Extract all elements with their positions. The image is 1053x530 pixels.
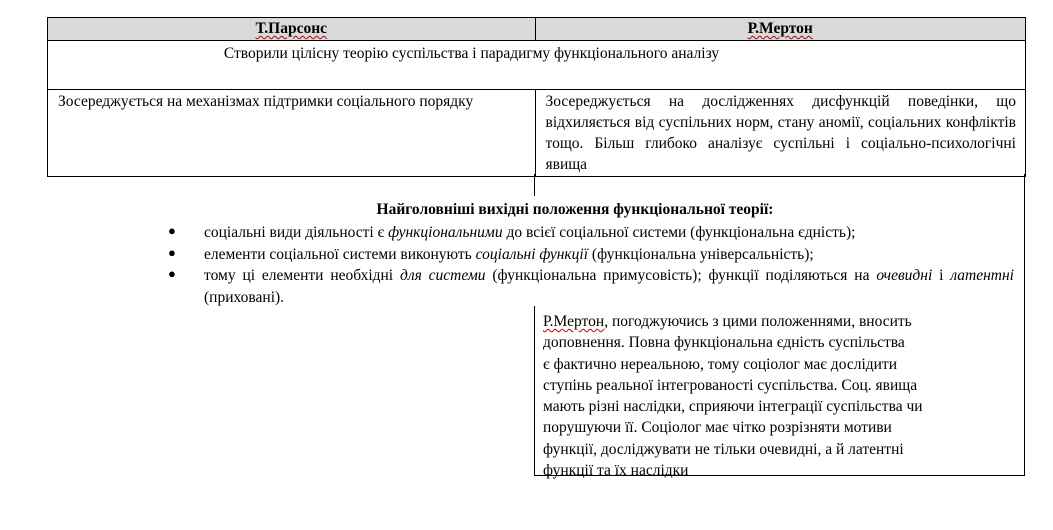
header-parsons (48, 18, 536, 41)
item-text: і (932, 267, 951, 285)
note-line: ступінь реальної інтегрованості суспільства. Соц. явища (543, 376, 918, 394)
note-author: Р.Мертон (543, 313, 605, 330)
item-emphasis: функціональними (388, 224, 503, 241)
merton-cell (535, 90, 1026, 177)
header-parsons-label: Т.Парсонс (255, 20, 328, 37)
item-text: (функціональна примусовість); функції поділяються на (485, 267, 877, 285)
table-row-common (48, 41, 1026, 90)
note-line: мають різні наслідки, сприяючи інтеграції суспільства чи (543, 398, 923, 416)
header-merton (535, 18, 1026, 41)
item-emphasis: соціальні функції (475, 245, 589, 263)
common-text: Створили цілісну теорію суспільства і парадигму функціонального аналізу (223, 45, 720, 62)
merton-text: Зосереджується на дослідженнях дисфункцій поведінки, що відхиляється від суспільних норм, стану аномії, соціальних конфліктів тощо. Більш глибоко аналізує суспільні і соціально-психологічні явища (545, 93, 1016, 173)
note-line: функції, досліджувати не тільки очевидні, а й латентні (543, 440, 904, 458)
item-text: (приховані). (204, 289, 285, 307)
list-item (166, 244, 1014, 266)
parsons-text: Зосереджується на механізмах підтримки соціального порядку (58, 93, 474, 110)
item-emphasis: очевидні (876, 267, 933, 285)
list-item (166, 222, 1014, 244)
item-text: соціальні види діяльності є (204, 224, 389, 241)
note-line: функції та їх наслідки (543, 462, 689, 480)
note-line: доповнення. Повна функціональна єдність суспільства (543, 334, 905, 352)
merton-note-text (543, 311, 1013, 481)
item-text: елементи соціальної системи виконують (204, 245, 476, 263)
item-emphasis: латентні (950, 267, 1014, 285)
note-line: є фактично нереальною, тому соціолог має дослідити (543, 355, 898, 373)
table-row-focus (48, 90, 1026, 177)
note-line (543, 311, 1013, 332)
comparison-table (47, 17, 1026, 177)
note-line-rest: , погоджуючись з цими положеннями, вносить (604, 313, 912, 330)
provisions-title: Найголовніші вихідні положення функціональної теорії: (376, 201, 774, 218)
item-text: тому ці елементи необхідні (204, 267, 400, 285)
header-merton-label: Р.Мертон (747, 20, 813, 37)
bullet-icon: ● (168, 223, 176, 238)
item-text: до всієї соціальної системи (функціональна єдність); (502, 224, 856, 241)
bullet-icon: ● (168, 244, 176, 260)
list-item (166, 265, 1014, 308)
item-text: (функціональна універсальність); (588, 245, 814, 263)
note-line: порушуючи її. Соціолог має чітко розрізняти мотиви (543, 419, 892, 437)
bullet-icon: ● (168, 266, 176, 282)
common-cell (48, 41, 1026, 90)
provisions-list (166, 222, 1014, 309)
table-header-row (48, 18, 1026, 41)
parsons-cell (48, 90, 536, 177)
item-emphasis: для системи (400, 267, 486, 285)
